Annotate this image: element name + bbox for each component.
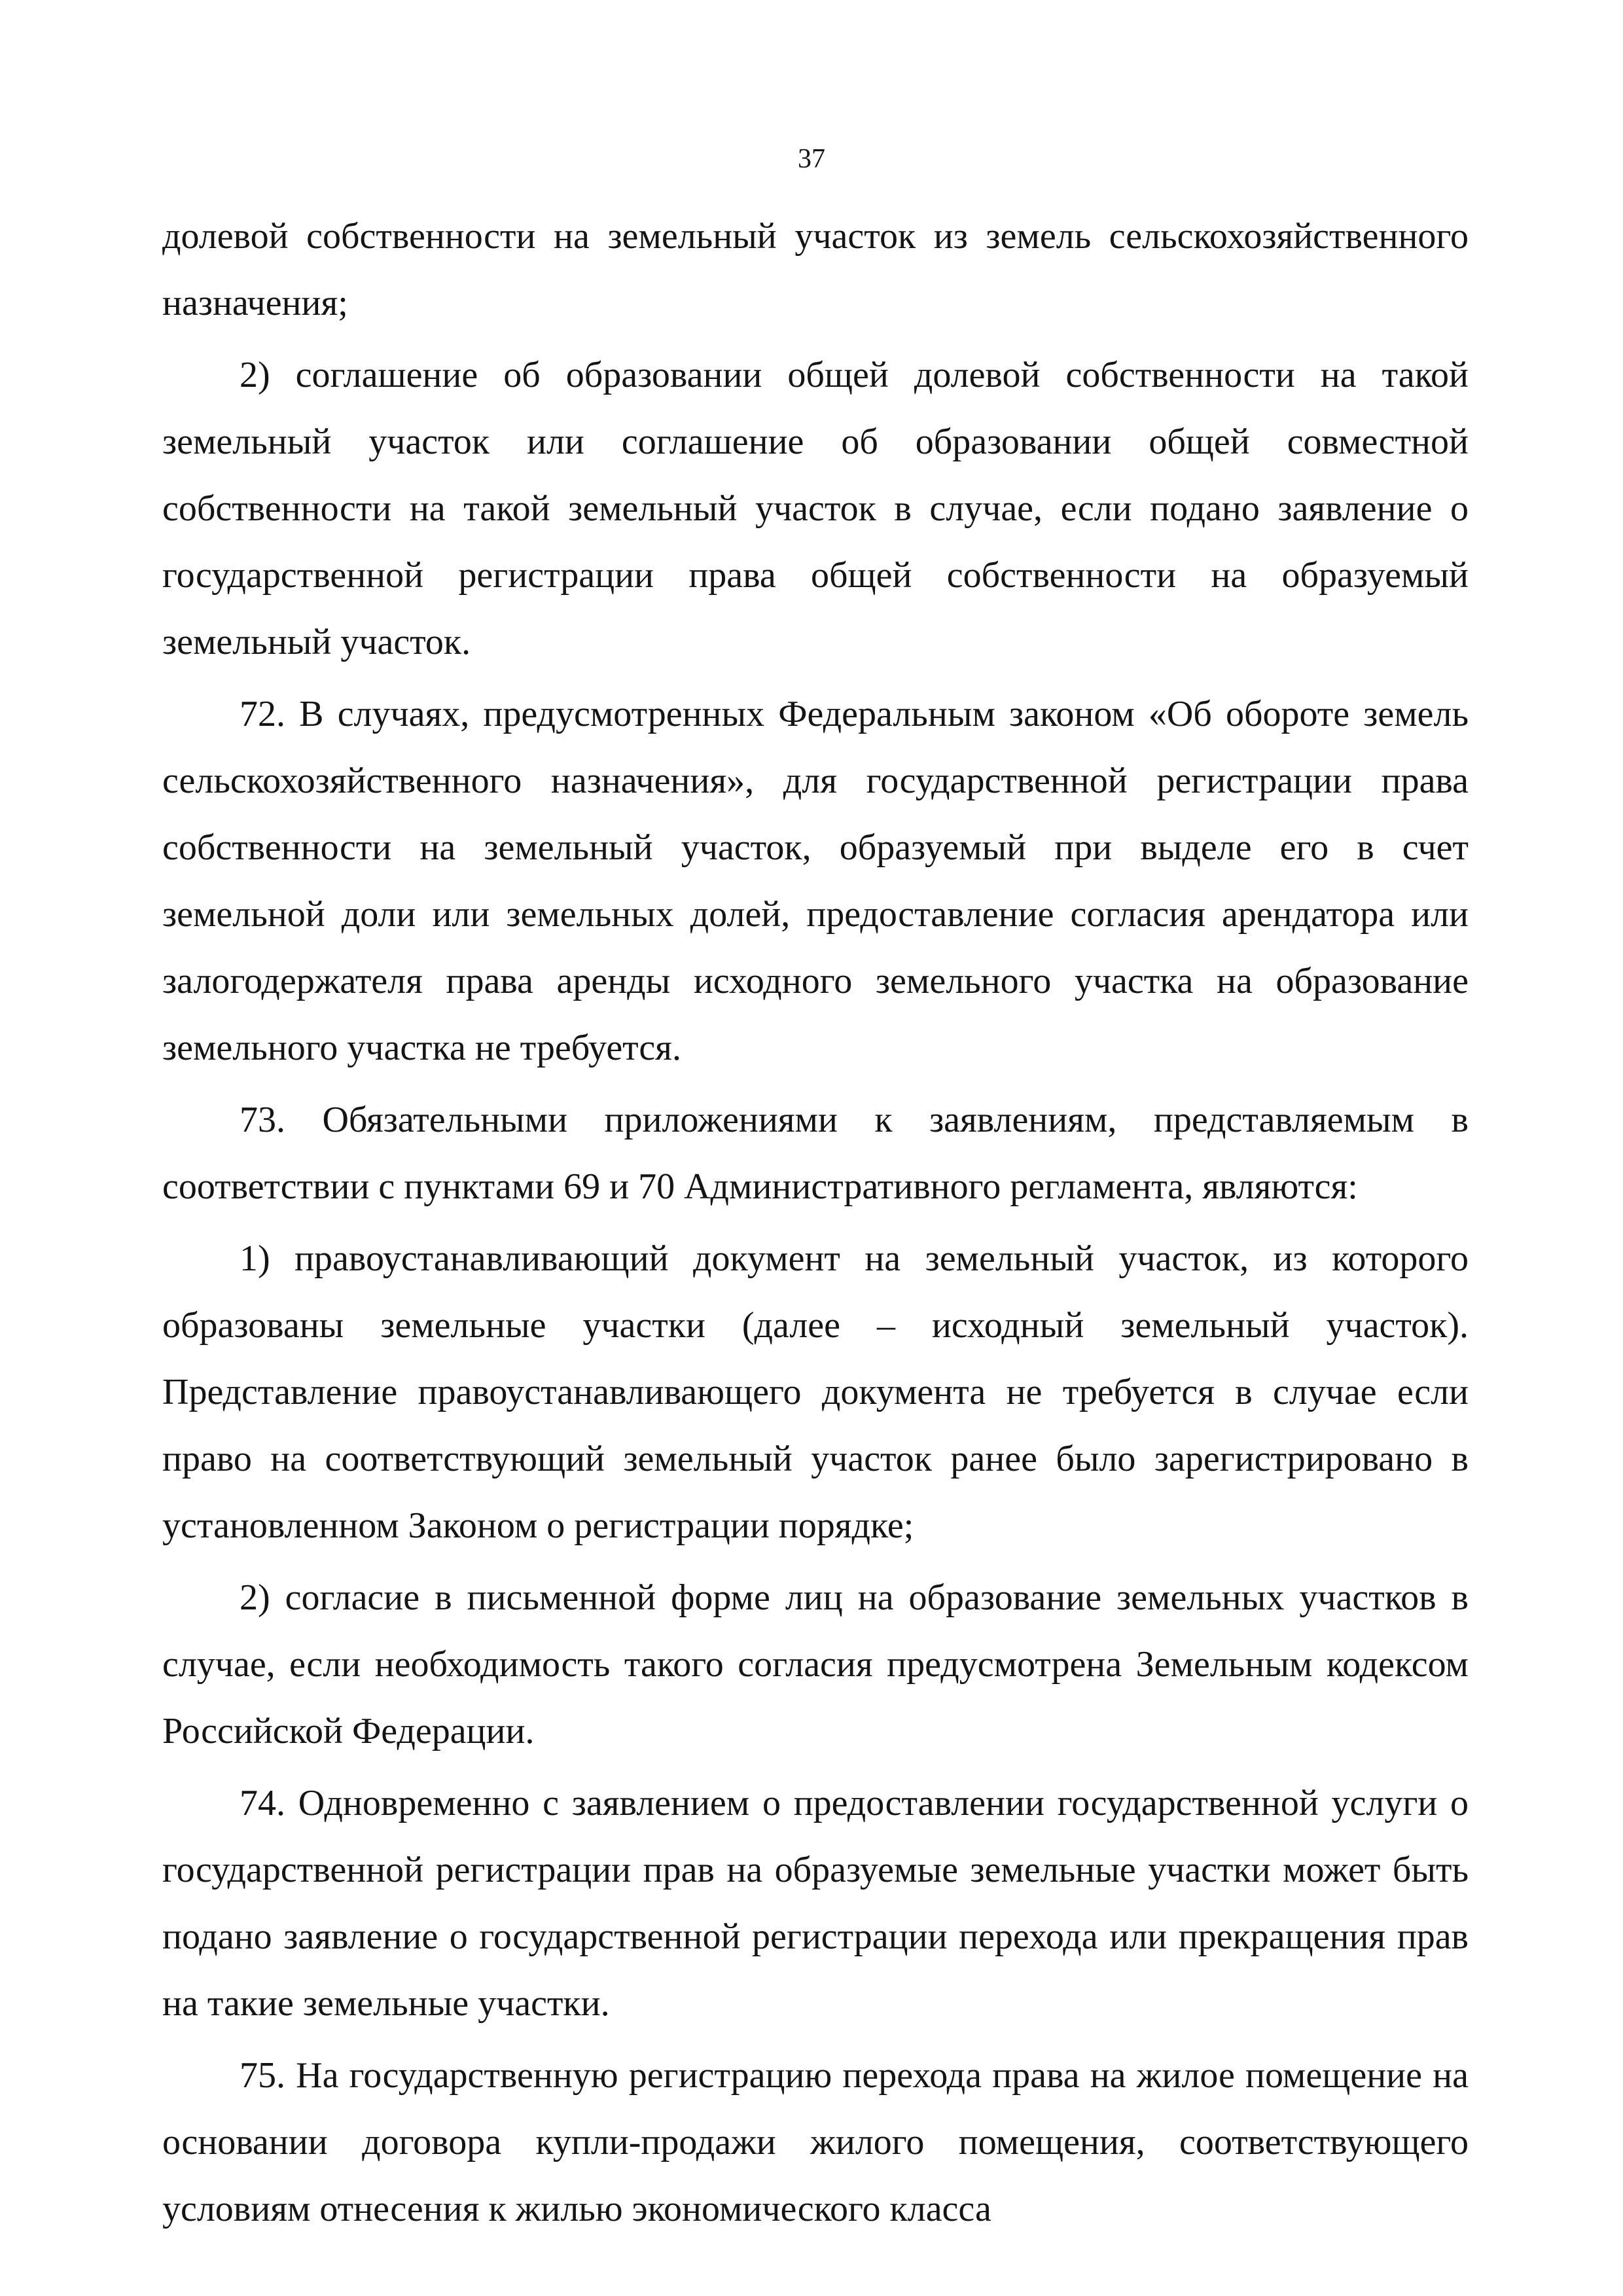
paragraph-item-2: 2) соглашение об образовании общей долевой собственности на такой земельный участок или соглашение об образовании общей совместной собственности на такой земельный участок в случае, если подано заявление о государственной регистрации права общей собственности на образуемый земельный участок. xyxy=(162,355,1469,662)
paragraph-clause-73-item-1: 1) правоустанавливающий документ на земельный участок, из которого образованы земельные участки (далее – исходный земельный участок). Представление правоустанавливающего документа не требуется в случае если право на соответствующий земельный участок ранее было зарегистрировано в установленном Законом о регистрации порядке; xyxy=(162,1238,1469,1546)
paragraph-clause-73-item-2: 2) согласие в письменной форме лиц на образование земельных участков в случае, если необходимость такого согласия предусмотрена Земельным кодексом Российской Федерации. xyxy=(162,1577,1469,1751)
page-number: 37 xyxy=(798,144,825,174)
paragraph-clause-73: 73. Обязательными приложениями к заявлениям, представляемым в соответствии с пунктами 69 и 70 Административного регламента, являются: xyxy=(162,1100,1469,1207)
paragraph-continuation: долевой собственности на земельный участок из земель сельскохозяйственного назначения; xyxy=(162,216,1469,323)
paragraph-clause-72: 72. В случаях, предусмотренных Федеральным законом «Об обороте земель сельскохозяйственного назначения», для государственной регистрации права собственности на земельный участок, образуемый при выделе его в счет земельной доли или земельных долей, предоставление согласия арендатора или залогодержателя права аренды исходного земельного участка на образование земельного участка не требуется. xyxy=(162,694,1469,1068)
paragraph-clause-74: 74. Одновременно с заявлением о предоставлении государственной услуги о государственной регистрации прав на образуемые земельные участки может быть подано заявление о государственной регистрации перехода или прекращения прав на такие земельные участки. xyxy=(162,1783,1469,2024)
document-body xyxy=(162,203,1469,2248)
paragraph-clause-75: 75. На государственную регистрацию перехода права на жилое помещение на основании договора купли-продажи жилого помещения, соответствующего условиям отнесения к жилью экономического класса xyxy=(162,2055,1469,2229)
